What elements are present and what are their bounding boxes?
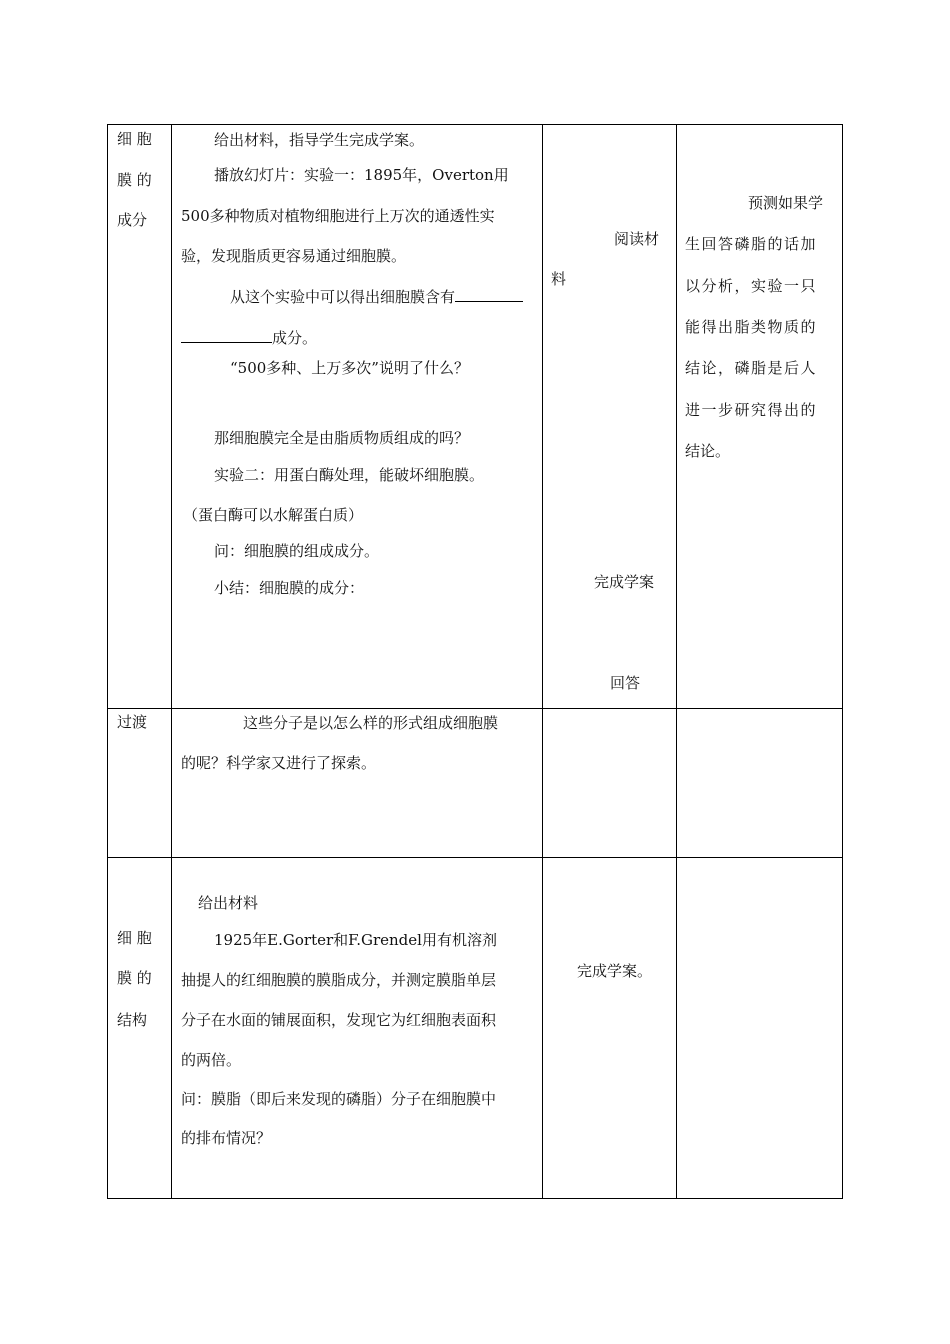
row1-text-2: 播放幻灯片：实验一：1895年，Overton用 [214,166,509,184]
row1-text-6 [181,326,317,348]
row3-text-1: 给出材料 [198,894,259,912]
row3-label-line-2: 膜 的 [117,969,152,987]
row1-text-4: 验，发现脂质更容易通过细胞膜。 [181,247,407,265]
row1-text-1: 给出材料，指导学生完成学案。 [214,131,425,149]
row1-note-5: 结论，磷脂是后人 [685,359,818,377]
row3-text-7: 的排布情况？ [181,1129,272,1147]
row1-text-8: 那细胞膜完全是由脂质物质组成的吗？ [214,429,470,447]
row1-note-7: 结论。 [685,442,731,460]
row1-text-7: “500多种、上万多次”说明了什么？ [230,359,469,377]
row3-label-line-1: 细 胞 [117,929,152,947]
column-divider-3 [676,124,677,1199]
row1-note-3: 以分析，实验一只 [685,277,818,295]
row-divider-2 [107,857,843,858]
row1-label-line-2: 膜 的 [117,171,152,189]
row1-student-2: 料 [551,270,567,288]
column-divider-1 [171,124,172,1199]
row1-text-12: 小结：细胞膜的成分： [214,579,365,597]
row3-text-6: 问：膜脂（即后来发现的磷脂）分子在细胞膜中 [181,1090,497,1108]
row1-text-11: 问：细胞膜的组成成分。 [214,542,380,560]
row1-student-3: 完成学案 [594,573,655,591]
row2-text-1: 这些分子是以怎么样的形式组成细胞膜 [243,714,499,732]
row3-text-5: 的两倍。 [181,1051,242,1069]
row2-text-2: 的呢？科学家又进行了探索。 [181,754,377,772]
row1-note-4: 能得出脂类物质的 [685,318,818,336]
row1-text-9: 实验二：用蛋白酶处理，能破坏细胞膜。 [214,466,485,484]
row1-student-4: 回答 [610,674,641,692]
row-divider-1 [107,708,843,709]
row1-text-6-label: 成分。 [272,329,318,347]
row3-student-1: 完成学案。 [577,962,653,980]
answer-blank-1[interactable] [455,285,523,302]
row3-text-2: 1925年E.Gorter和F.Grendel用有机溶剂 [214,931,497,949]
row1-text-10: （蛋白酶可以水解蛋白质） [183,506,364,524]
answer-blank-2[interactable] [181,326,272,343]
row3-text-3: 抽提人的红细胞膜的膜脂成分，并测定膜脂单层 [181,971,497,989]
row3-text-4: 分子在水面的铺展面积，发现它为红细胞表面积 [181,1011,497,1029]
row1-text-5-label: 从这个实验中可以得出细胞膜含有 [230,288,456,306]
row3-label-line-3: 结构 [117,1011,148,1029]
row1-label-line-3: 成分 [117,211,148,229]
row1-note-1: 预测如果学 [748,194,824,212]
row2-label: 过渡 [117,713,148,731]
row1-text-5 [230,285,523,307]
row1-note-6: 进一步研究得出的 [685,401,818,419]
row1-text-3: 500多种物质对植物细胞进行上万次的通透性实 [181,207,495,225]
column-divider-2 [542,124,543,1199]
row1-note-2: 生回答磷脂的话加 [685,235,818,253]
row1-student-1: 阅读材 [614,230,660,248]
row1-label-line-1: 细 胞 [117,130,152,148]
